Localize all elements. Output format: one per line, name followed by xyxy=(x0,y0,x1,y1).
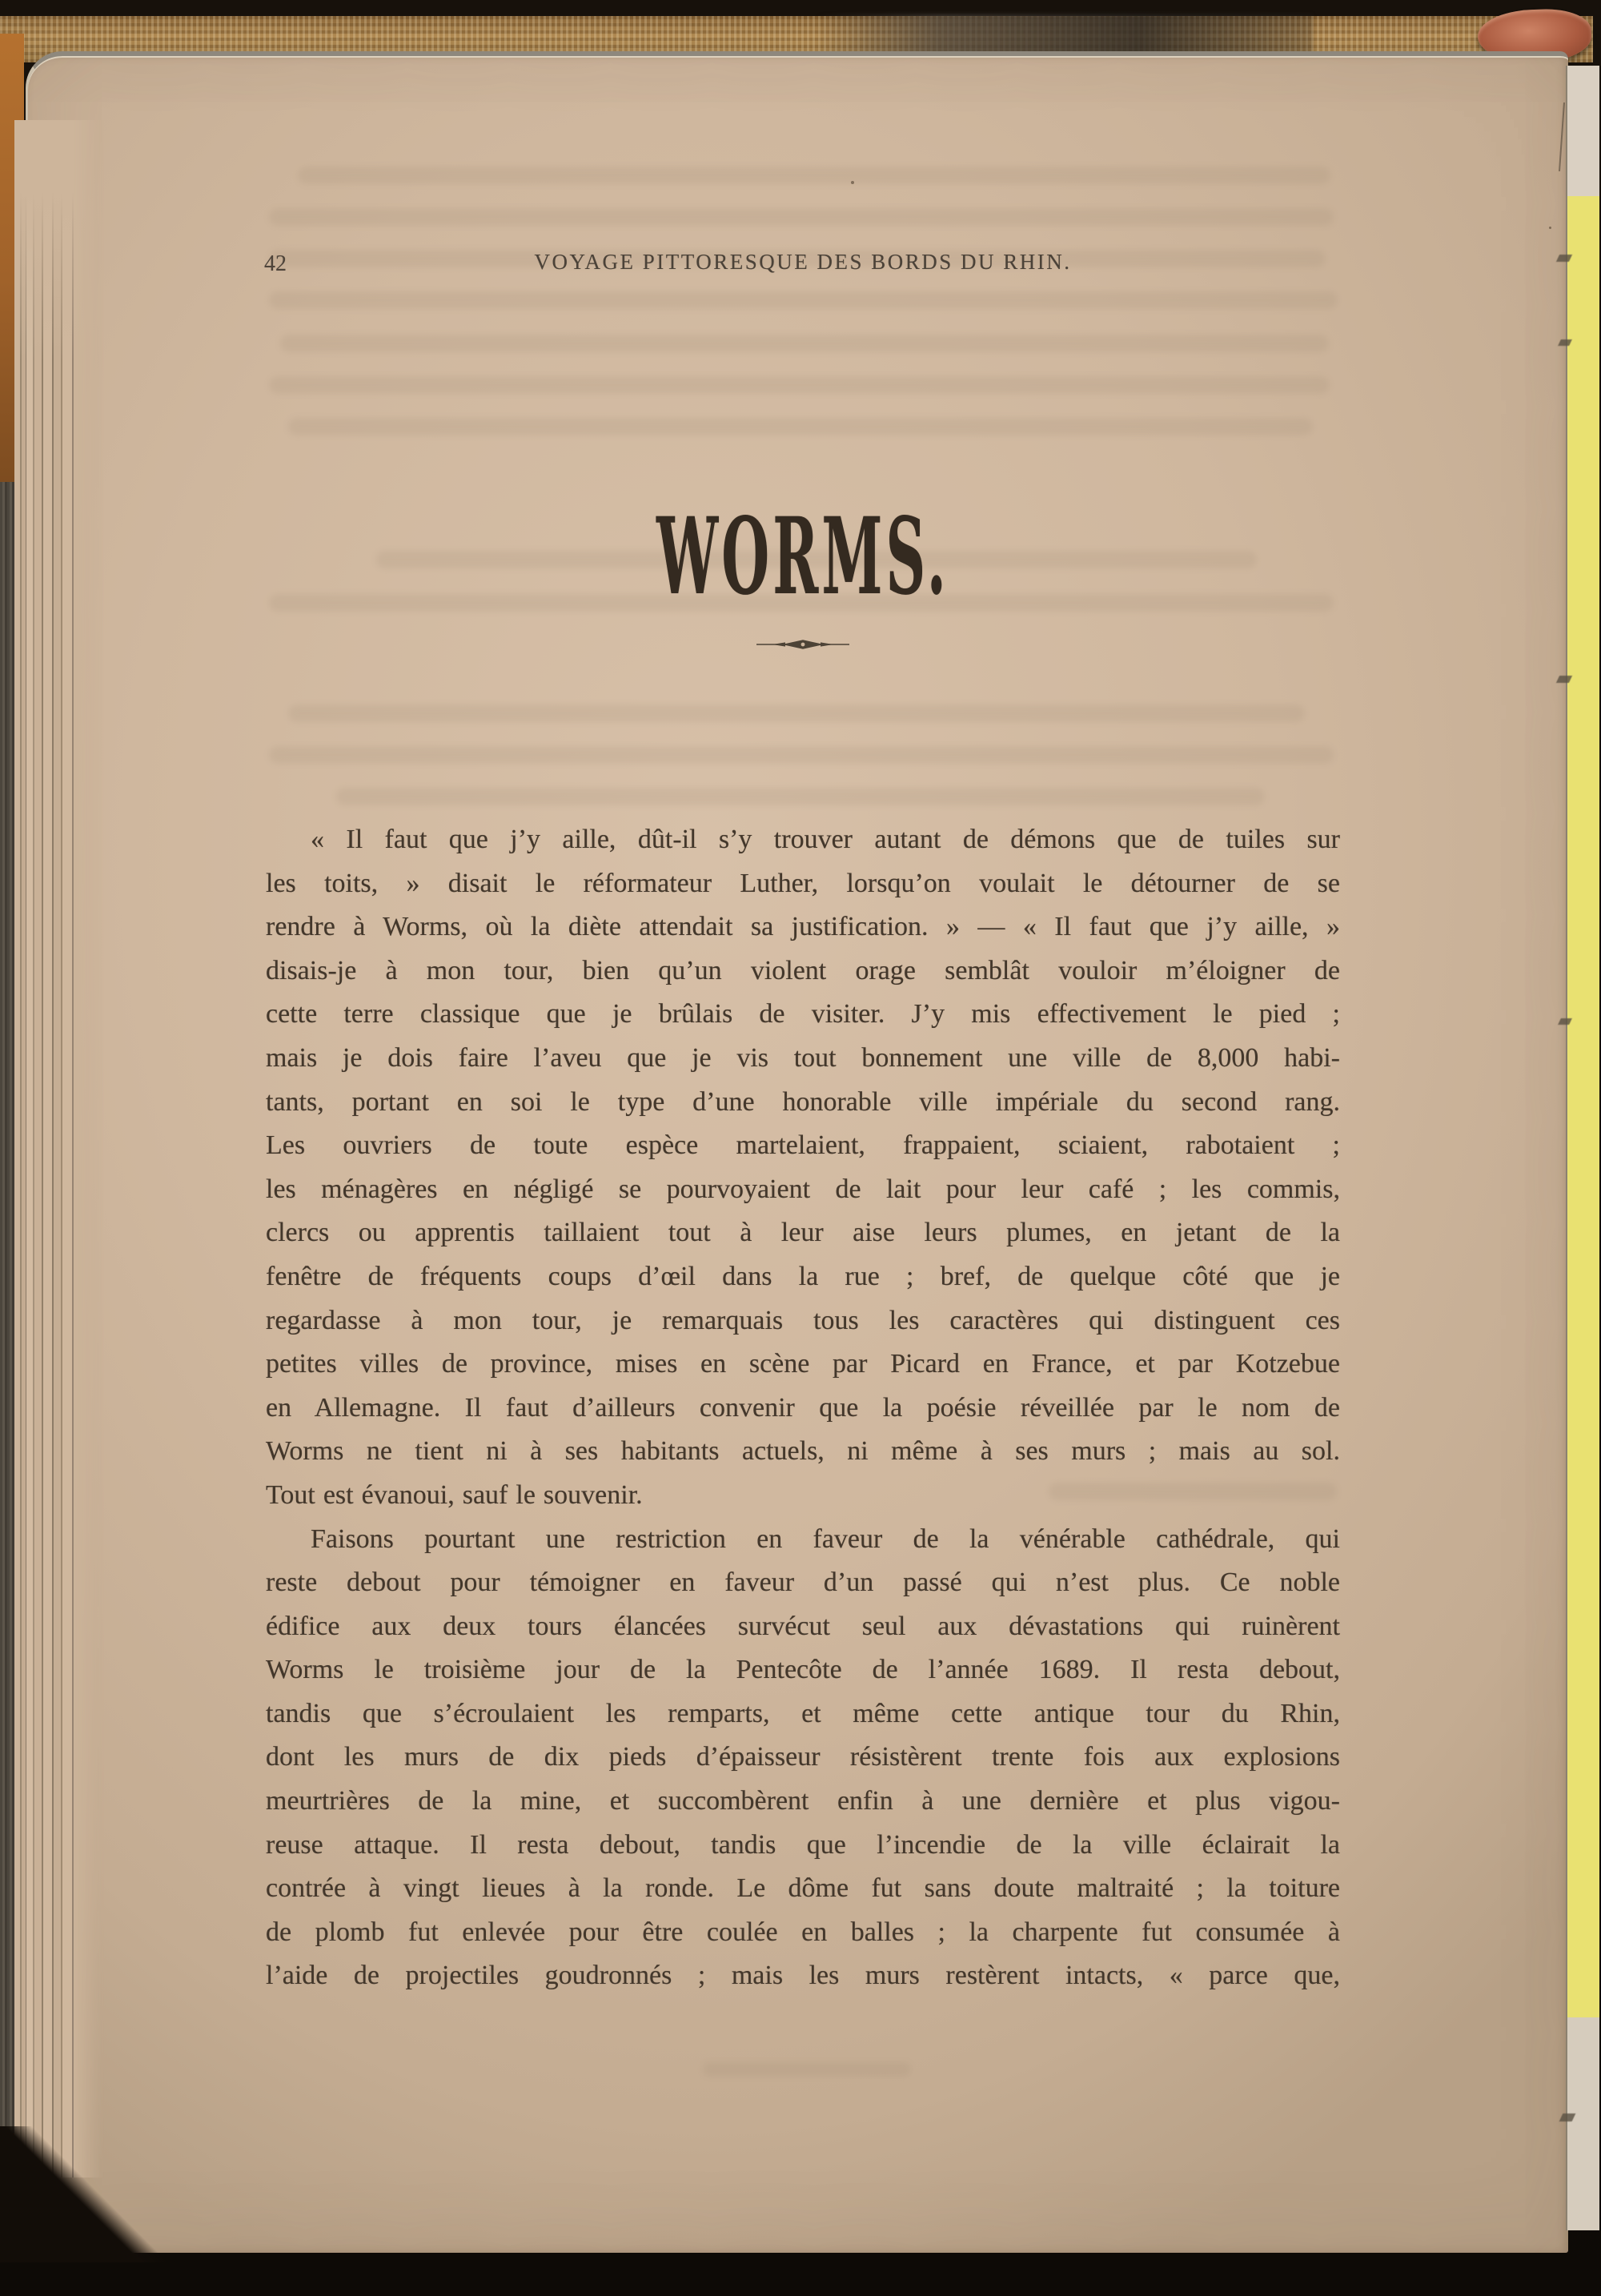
body-line: fenêtre de fréquents coups d’œil dans la rue ; bref, de quelque côté que je xyxy=(266,1261,1340,1291)
running-title: VOYAGE PITTORESQUE DES BORDS DU RHIN. xyxy=(534,250,1072,274)
page-number: 42 xyxy=(264,251,287,276)
show-through-line xyxy=(298,167,1330,184)
body-line: tants, portant en soi le type d’une honorable ville impériale du second rang. xyxy=(266,1086,1340,1117)
show-through-line xyxy=(336,788,1265,805)
show-through-line xyxy=(269,208,1334,226)
body-line: dont les murs de dix pieds d’épaisseur résistèrent trente fois aux explosions xyxy=(266,1742,1340,1772)
body-line: clercs ou apprentis taillaient tout à leur aise leurs plumes, en jetant de la xyxy=(266,1218,1340,1248)
fore-edge-strip xyxy=(1566,66,1599,2230)
body-line: de plomb fut enlevée pour être coulée en balles ; la charpente fut consumée à xyxy=(266,1917,1340,1947)
show-through-line xyxy=(288,704,1305,722)
show-through-line xyxy=(288,418,1313,436)
body-line: Les ouvriers de toute espèce martelaient, frappaient, sciaient, rabotaient ; xyxy=(266,1130,1340,1161)
body-line: Worms le troisième jour de la Pentecôte de l’année 1689. Il resta debout, xyxy=(266,1655,1340,1685)
body-line: mais je dois faire l’aveu que je vis tout bonnement une ville de 8,000 habi- xyxy=(266,1042,1340,1073)
body-line: rendre à Worms, où la diète attendait sa justification. » — « Il faut que j’y aille, » xyxy=(266,912,1340,942)
body-line: disais-je à mon tour, bien qu’un violent orage semblât vouloir m’éloigner de xyxy=(266,955,1340,985)
show-through-line xyxy=(269,376,1330,394)
body-line: meurtrières de la mine, et succombèrent enfin à une dernière et plus vigou- xyxy=(266,1786,1340,1816)
body-text xyxy=(266,818,1340,1998)
body-line: Tout est évanoui, sauf le souvenir. xyxy=(266,1479,643,1510)
page-stack-edges xyxy=(14,120,109,2178)
body-line: reste debout pour témoigner en faveur d’un passé qui n’est plus. Ce noble xyxy=(266,1567,1340,1598)
dust-speck xyxy=(851,181,854,184)
body-line: Faisons pourtant une restriction en faveur de la vénérable cathédrale, qui xyxy=(311,1523,1340,1554)
body-line: contrée à vingt lieues à la ronde. Le dôme fut sans doute maltraité ; la toiture xyxy=(266,1873,1340,1904)
title-ornament xyxy=(266,637,1340,652)
dust-speck xyxy=(1549,227,1551,229)
body-line: regardasse à mon tour, je remarquais tous les caractères qui distinguent ces xyxy=(266,1305,1340,1335)
body-line: en Allemagne. Il faut d’ailleurs convenir que la poésie réveillée par le nom de xyxy=(266,1392,1340,1423)
show-through-line xyxy=(269,746,1334,764)
body-line: les ménagères en négligé se pourvoyaient de lait pour leur café ; les commis, xyxy=(266,1174,1340,1204)
divider-ornament-icon xyxy=(755,637,851,652)
body-line: l’aide de projectiles goudronnés ; mais les murs restèrent intacts, « parce que, xyxy=(266,1961,1340,1991)
body-line: Worms ne tient ni à ses habitants actuels, ni même à ses murs ; mais au sol. xyxy=(266,1436,1340,1467)
body-line: cette terre classique que je brûlais de visiter. J’y mis effectivement le pied ; xyxy=(266,999,1340,1030)
show-through-line xyxy=(280,335,1329,352)
body-line: édifice aux deux tours élancées survécut seul aux dévastations qui ruinèrent xyxy=(266,1611,1340,1641)
chapter-title: WORMS. xyxy=(656,495,949,619)
body-line: « Il faut que j’y aille, dût-il s’y trouver autant de démons que de tuiles sur xyxy=(311,825,1340,854)
body-line: tandis que s’écroulaient les remparts, et même cette antique tour du Rhin, xyxy=(266,1698,1340,1728)
page-stack-shadow xyxy=(0,2126,200,2262)
body-line: les toits, » disait le réformateur Luther, lorsqu’on voulait le détourner de se xyxy=(266,868,1340,898)
show-through-line xyxy=(269,291,1338,309)
show-through-ornament xyxy=(703,2062,911,2077)
body-line: reuse attaque. Il resta debout, tandis que l’incendie de la ville éclairait la xyxy=(266,1829,1340,1860)
body-line: petites villes de province, mises en scène par Picard en France, et par Kotzebue xyxy=(266,1349,1340,1379)
